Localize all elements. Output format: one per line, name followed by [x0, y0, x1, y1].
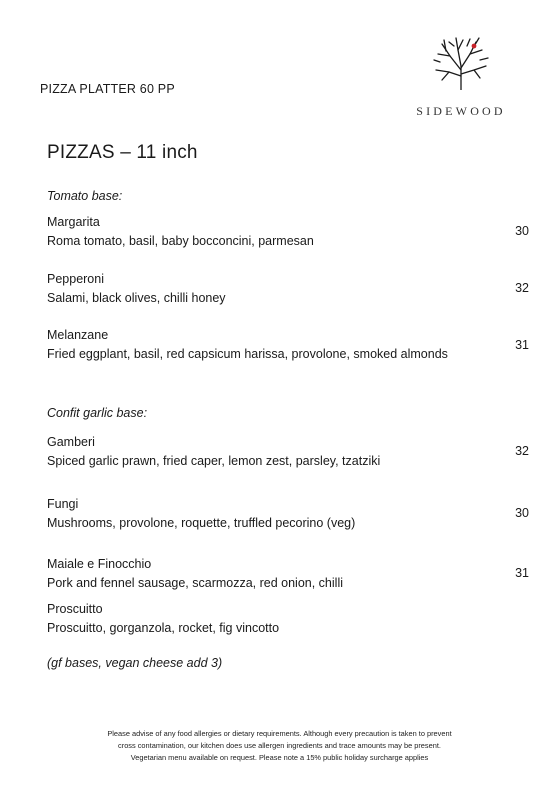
item-name: Proscuitto — [47, 602, 103, 616]
disclaimer-line: cross contamination, our kitchen does use allergen ingredients and trace amounts may be present. — [118, 741, 441, 750]
item-description: Proscuitto, gorganzola, rocket, fig vincotto — [47, 620, 280, 635]
item-description: Spiced garlic prawn, fried caper, lemon zest, parsley, tzatziki — [47, 453, 381, 468]
section-title: PIZZAS – 11 inch — [47, 142, 198, 163]
sidewood-logo — [408, 36, 514, 122]
item-description: Pork and fennel sausage, scarmozza, red onion, chilli — [47, 575, 343, 590]
item-price: 30 — [515, 224, 529, 238]
item-price: 31 — [515, 338, 529, 352]
item-name: Pepperoni — [47, 272, 104, 286]
item-name: Maiale e Finocchio — [47, 557, 152, 571]
tomato-base-label: Tomato base: — [47, 189, 123, 203]
item-price: 32 — [515, 281, 529, 295]
menu-item-margarita — [47, 213, 517, 250]
item-price: 30 — [515, 506, 529, 520]
allergy-disclaimer — [50, 728, 509, 764]
garlic-base-label: Confit garlic base: — [47, 406, 148, 420]
platter-label: PIZZA PLATTER 60 PP — [40, 82, 175, 96]
menu-item-maiale-e-finocchio — [47, 555, 517, 592]
item-name: Melanzane — [47, 328, 109, 342]
logo-wordmark: SIDEWOOD — [416, 104, 506, 118]
tree-icon — [432, 36, 490, 90]
dietary-note: (gf bases, vegan cheese add 3) — [47, 656, 223, 670]
item-name: Margarita — [47, 215, 100, 229]
menu-item-melanzane — [47, 326, 517, 363]
item-name: Fungi — [47, 497, 79, 511]
menu-item-pepperoni — [47, 270, 517, 307]
disclaimer-line: Please advise of any food allergies or dietary requirements. Although every precaution is taken to prevent — [107, 729, 452, 738]
menu-item-gamberi — [47, 433, 517, 470]
menu-item-fungi — [47, 495, 517, 532]
disclaimer-line: Vegetarian menu available on request. Please note a 15% public holiday surcharge applies — [130, 753, 429, 762]
item-description: Salami, black olives, chilli honey — [47, 290, 226, 305]
item-description: Roma tomato, basil, baby bocconcini, parmesan — [47, 233, 314, 248]
item-description: Mushrooms, provolone, roquette, truffled pecorino (veg) — [47, 515, 356, 530]
menu-item-proscuitto — [47, 600, 517, 637]
item-price: 32 — [515, 444, 529, 458]
item-price: 31 — [515, 566, 529, 580]
item-description: Fried eggplant, basil, red capsicum harissa, provolone, smoked almonds — [47, 346, 448, 361]
item-name: Gamberi — [47, 435, 95, 449]
